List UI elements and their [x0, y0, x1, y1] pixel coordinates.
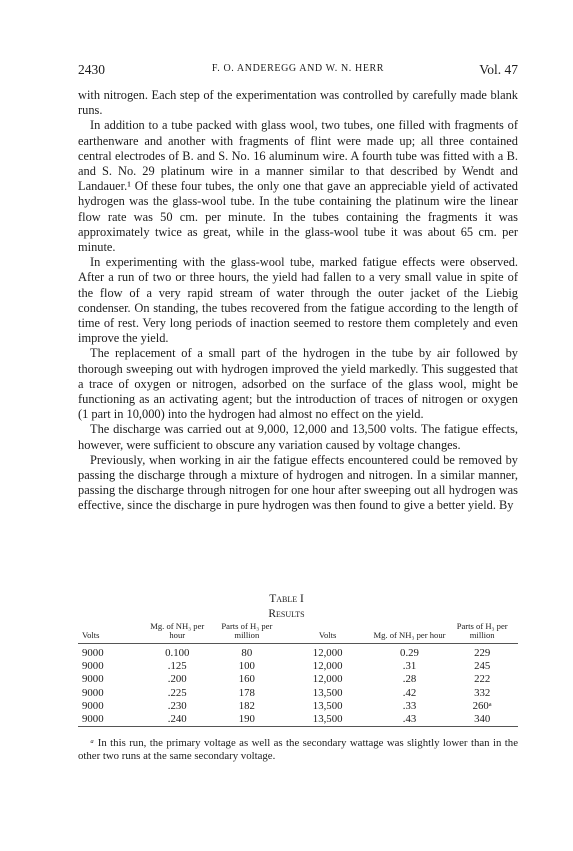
- table-cell: 229: [474, 647, 491, 659]
- table-cell: .230: [167, 699, 187, 712]
- table-cell: 260ᵃ: [472, 699, 492, 712]
- table-cell: 80: [241, 647, 253, 659]
- page-number: 2430: [78, 62, 105, 77]
- table-cell: 12,000: [312, 647, 343, 659]
- table-cell: 332: [474, 686, 491, 699]
- table-cell: 160: [238, 673, 255, 686]
- table-row: [78, 660, 518, 673]
- table-cell: 182: [238, 699, 255, 712]
- table-footnote: [78, 737, 518, 763]
- table-cell: 340: [474, 713, 491, 726]
- table-cell: 0.100: [165, 647, 190, 659]
- table-row: [78, 644, 518, 661]
- table-cell: 0.29: [400, 647, 419, 659]
- paragraph: In addition to a tube packed with glass wool, two tubes, one filled with fragments of earthenware and another with fragments of flint were made up; all three contained central electrodes of B. and S. No. 16 aluminum wire. A fourth tube was fitted with a B. and S. No. 29 platinum wire in a manner similar to that described by Wendt and Landauer.¹ Of these four tubes, the only one that gave an appreciable yield of activated hydrogen was the glass-wool tube. In the tube containing the platinum wire the linear flow rate was 50 cm. per minute. In the tubes containing the fragments it was approximately twice as great, while in the glass-wool tube it was about 65 cm. per minute.: [78, 118, 518, 255]
- table-row: [78, 673, 518, 686]
- volume-label: Vol. 47: [479, 62, 518, 77]
- column-header: Parts of H₃ per million: [221, 621, 273, 640]
- table-subtitle: Results: [268, 608, 305, 620]
- column-header: Parts of H₃ per million: [456, 621, 508, 640]
- table-cell: .225: [167, 686, 187, 699]
- column-header: Mg. of NH₃ per hour: [150, 621, 205, 640]
- table-row: [78, 700, 518, 713]
- paragraph: with nitrogen. Each step of the experimentation was controlled by carefully made blank runs.: [78, 88, 518, 118]
- table-cell: .200: [167, 673, 187, 686]
- table-cell: 190: [238, 713, 255, 726]
- table-cell: 12,000: [312, 673, 343, 686]
- table-row: [78, 713, 518, 727]
- table-cell: .125: [167, 660, 187, 673]
- table-cell: 222: [474, 673, 491, 686]
- body-text: [78, 88, 518, 514]
- column-header: Volts: [82, 630, 100, 640]
- table-cell: .33: [402, 699, 417, 712]
- paragraph: In experimenting with the glass-wool tube, marked fatigue effects were observed. After a run of two or three hours, the yield had fallen to a very small value in spite of the flow of a very rapid stream of water through the outer jacket of the Liebig condenser. On standing, the tubes recovered from the fatigue according to the length of time of rest. Very long periods of inaction seemed to restore them completely and even improve the yield.: [78, 255, 518, 346]
- table-cell: 9000: [82, 647, 104, 659]
- results-table: [78, 622, 518, 727]
- footnote-mark: ᵃ: [90, 737, 95, 749]
- table-cell: 13,500: [312, 699, 343, 712]
- table-cell: .28: [402, 673, 417, 686]
- table-title: Table I: [269, 593, 304, 605]
- table-cell: 9000: [82, 673, 104, 686]
- footnote-text: In this run, the primary voltage as well as the secondary wattage was slightly lower than in the other two runs at the same secondary voltage.: [78, 737, 518, 763]
- table-cell: 13,500: [312, 713, 343, 726]
- table-cell: 12,000: [312, 660, 343, 673]
- table-cell: 9000: [82, 660, 104, 673]
- table-cell: 9000: [82, 686, 104, 699]
- table-cell: 245: [474, 660, 491, 673]
- table-cell: .240: [167, 713, 187, 726]
- table-cell: .42: [402, 686, 417, 699]
- table-row: [78, 687, 518, 700]
- running-header: [78, 62, 518, 80]
- table-cell: 9000: [82, 713, 104, 726]
- table-cell: .43: [402, 713, 417, 726]
- table-header-row: [78, 622, 518, 644]
- table-cell: 13,500: [312, 686, 343, 699]
- table-cell: .31: [402, 660, 417, 673]
- table-cell: 100: [238, 660, 255, 673]
- paragraph: The replacement of a small part of the hydrogen in the tube by air followed by thorough sweeping out with hydrogen improved the yield markedly. This suggested that a trace of oxygen or nitrogen, adsorbed on the surface of the glass wool, might be functioning as an activating agent; but the introduction of traces of nitrogen or oxygen (1 part in 10,000) into the hydrogen had almost no effect on the yield.: [78, 346, 518, 422]
- column-header: Volts: [318, 630, 337, 640]
- paragraph: The discharge was carried out at 9,000, 12,000 and 13,500 volts. The fatigue effects, however, were sufficient to obscure any variation caused by voltage changes.: [78, 422, 518, 452]
- column-header: Mg. of NH₃ per hour: [373, 630, 446, 640]
- running-authors: F. O. ANDEREGG AND W. N. HERR: [211, 63, 385, 74]
- paragraph: Previously, when working in air the fatigue effects encountered could be removed by passing the discharge through a mixture of hydrogen and nitrogen. In a similar manner, passing the discharge through nitrogen for one hour after sweeping out all hydrogen was effective, since the discharge in pure hydrogen was then found to give a better yield. By: [78, 452, 518, 513]
- table-cell: 9000: [82, 699, 104, 712]
- table-cell: 178: [238, 686, 255, 699]
